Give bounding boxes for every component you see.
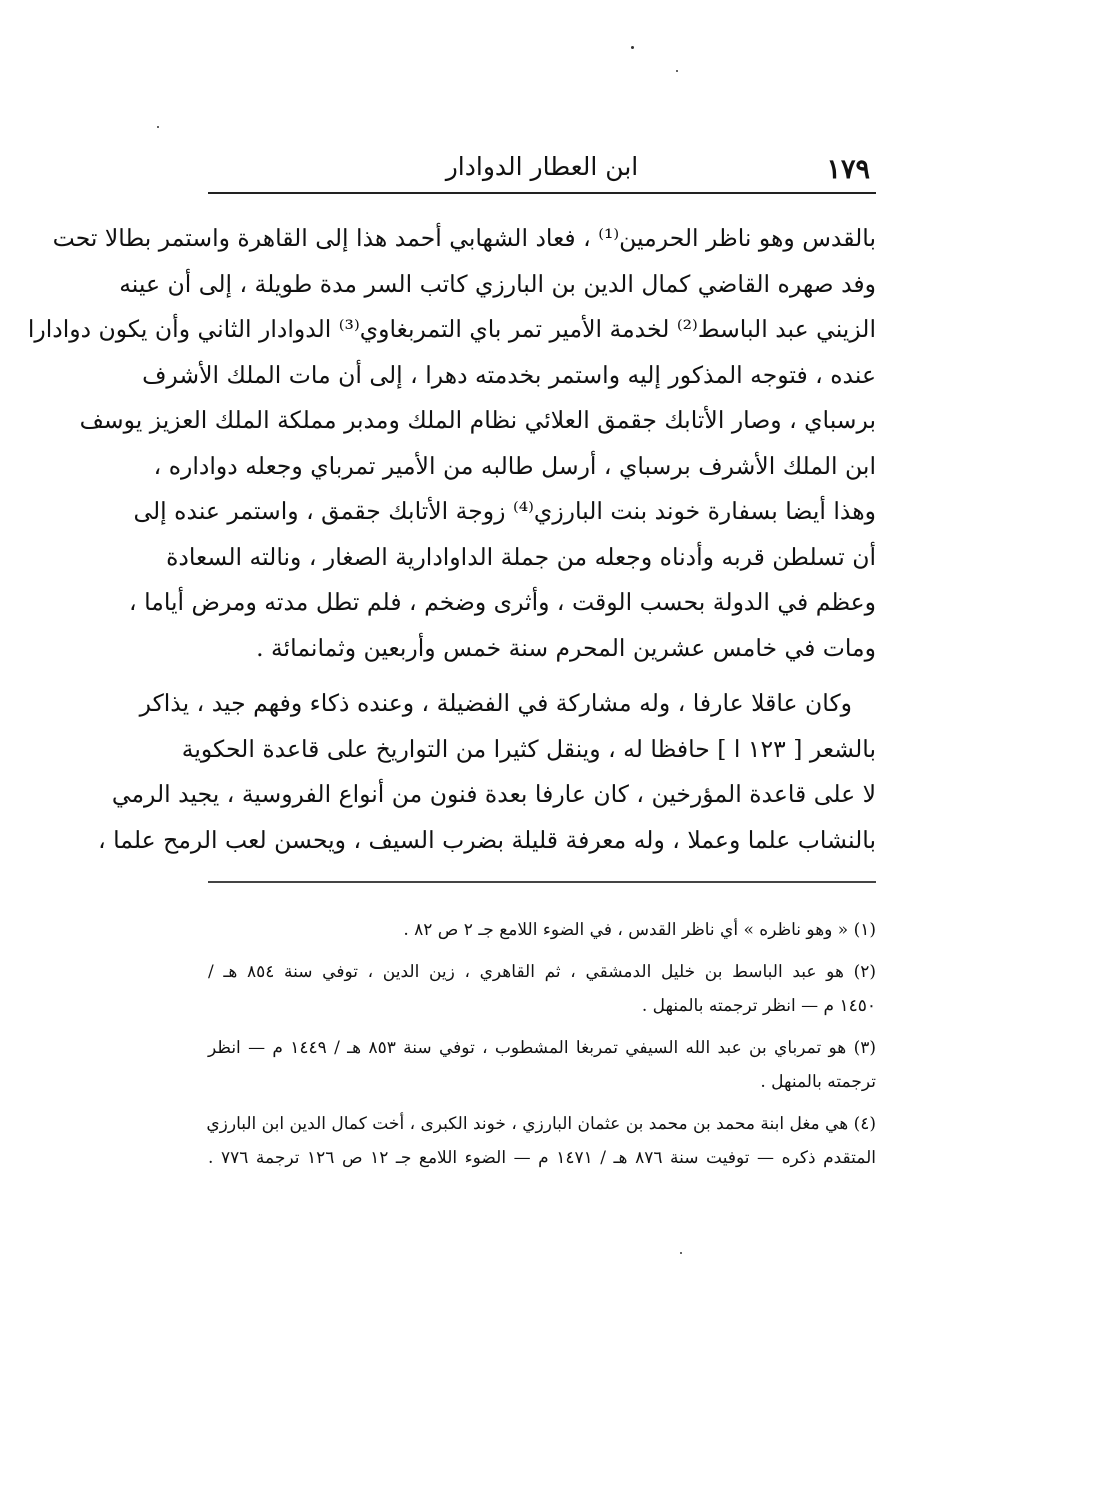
text-line: برسباي ، وصار الأتابك جقمق العلائي نظام الملك ومدبر مملكة الملك العزيز يوسف	[79, 406, 876, 434]
footnote-3-cont: ترجمته بالمنهل .	[760, 1072, 876, 1092]
header-rule	[208, 192, 876, 194]
footnote-1: (١) « وهو ناظره » أي ناظر القدس ، في الضوء اللامع جـ ٢ ص ٨٢ .	[403, 920, 876, 940]
text-line: وهذا أيضا بسفارة خوند بنت البارزي⁽⁴⁾ زوجة الأتابك جقمق ، واستمر عنده إلى	[133, 497, 876, 525]
text-line: ابن الملك الأشرف برسباي ، أرسل طالبه من الأمير تمرباي وجعله دواداره ،	[153, 451, 876, 480]
footnote-4-cont: المتقدم ذكره — توفيت سنة ٨٧٦ هـ / ١٤٧١ م — الضوء اللامع جـ ١٢ ص ١٢٦ ترجمة ٧٧٦ .	[208, 1148, 876, 1168]
body-text	[27, 216, 876, 863]
text-line: وعظم في الدولة بحسب الوقت ، وأثرى وضخم ، فلم تطل مدته ومرض أياما ،	[129, 588, 876, 616]
text-line: لا على قاعدة المؤرخين ، كان عارفا بعدة فنون من أنواع الفروسية ، يجيد الرمي	[111, 780, 876, 808]
scan-speck	[157, 126, 159, 128]
running-head: ابن العطار الدوادار	[445, 152, 639, 181]
page-header	[208, 140, 876, 188]
text-line: بالنشاب علما وعملا ، وله معرفة قليلة بضرب السيف ، ويحسن لعب الرمح علما ،	[98, 825, 876, 854]
footnote-2-cont: ١٤٥٠ م — انظر ترجمته بالمنهل .	[641, 996, 876, 1016]
scan-speck	[631, 46, 634, 49]
scan-speck	[676, 70, 678, 72]
text-line: أن تسلطن قربه وأدناه وجعله من جملة الداوادارية الصغار ، ونالته السعادة	[166, 542, 876, 571]
text-line: بالشعر [ ١٢٣ ا ] حافظا له ، وينقل كثيرا من التواريخ على قاعدة الحكوية	[181, 734, 876, 763]
text-line: عنده ، فتوجه المذكور إليه واستمر بخدمته دهرا ، إلى أن مات الملك الأشرف	[142, 360, 876, 389]
text-line: بالقدس وهو ناظر الحرمين⁽¹⁾ ، فعاد الشهابي أحمد هذا إلى القاهرة واستمر بطالا تحت	[52, 224, 876, 252]
footnote-3: (٣) هو تمرباي بن عبد الله السيفي تمربغا المشطوب ، توفي سنة ٨٥٣ هـ / ١٤٤٩ م — انظر	[208, 1038, 876, 1058]
footnote-2: (٢) هو عبد الباسط بن خليل الدمشقي ، ثم القاهري ، زين الدين ، توفي سنة ٨٥٤ هـ /	[208, 962, 876, 982]
footnote-4: (٤) هي مغل ابنة محمد بن محمد بن عثمان البارزي ، خوند الكبرى ، أخت كمال الدين ابن البارزي	[206, 1114, 876, 1134]
text-line: الزيني عبد الباسط⁽²⁾ لخدمة الأمير تمر باي التمربغاوي⁽³⁾ الدوادار الثاني وأن يكون دوادارا	[27, 315, 876, 343]
footnotes	[208, 913, 876, 1175]
footnote-rule	[208, 881, 876, 883]
text-line: وفد صهره القاضي كمال الدين بن البارزي كاتب السر مدة طويلة ، إلى أن عينه	[119, 269, 876, 298]
text-line: ومات في خامس عشرين المحرم سنة خمس وأربعين وثمانمائة .	[256, 633, 876, 662]
scan-speck	[680, 1252, 682, 1254]
page-number: ١٧٩	[826, 154, 870, 185]
text-line: وكان عاقلا عارفا ، وله مشاركة في الفضيلة ، وعنده ذكاء وفهم جيد ، يذاكر	[139, 689, 852, 717]
book-page	[27, 140, 876, 1175]
